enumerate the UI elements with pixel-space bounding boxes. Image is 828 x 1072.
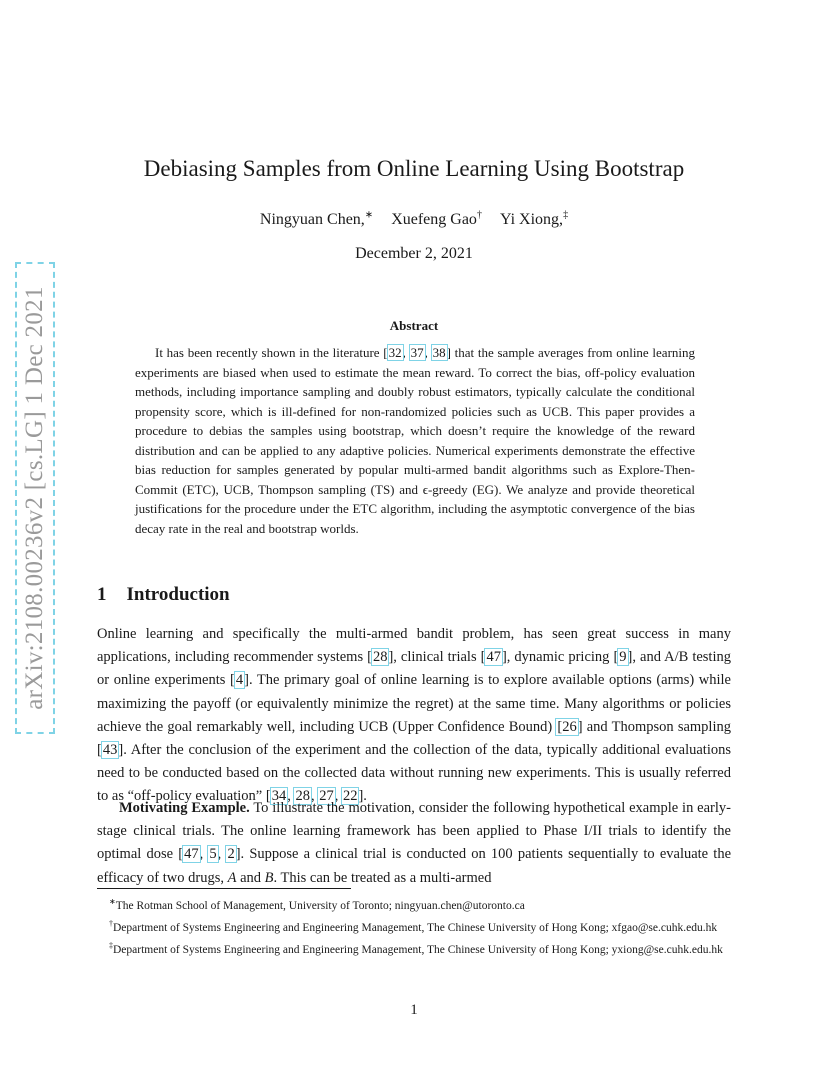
arxiv-identifier[interactable]: arXiv:2108.00236v2 [cs.LG] 1 Dec 2021 xyxy=(21,286,48,710)
citation-link[interactable]: 2 xyxy=(227,846,235,863)
citation-link[interactable]: 28 xyxy=(372,649,388,666)
citation-link[interactable]: 28 xyxy=(295,788,310,805)
author-list xyxy=(0,205,828,231)
author-2-mark: † xyxy=(476,210,482,221)
author-3-mark: ‡ xyxy=(563,210,569,221)
citation-link[interactable]: 5 xyxy=(209,846,217,863)
author-1: Ningyuan Chen,∗ xyxy=(259,210,374,229)
citation-link[interactable]: 47 xyxy=(184,846,199,863)
citation-link[interactable]: 22 xyxy=(342,788,358,805)
citation-link[interactable]: 4 xyxy=(235,672,244,689)
paragraph-lead: Motivating Example. xyxy=(119,800,250,816)
intro-paragraph-2: Motivating Example. To illustrate the motivation, consider the following hypothetical example in early-stage clinical trials. The online learning framework has been applied to Phase I/II trials to identify the optimal dose [47, 5, 2]. Suppose a clinical trial is conducted on 100 patients sequentially to evaluate the efficacy of two drugs, A and B. This can be treated as a multi-armed xyxy=(97,800,732,886)
citation-link[interactable]: 27 xyxy=(319,788,334,805)
footnotes xyxy=(97,893,731,958)
citation-link[interactable]: [26 xyxy=(557,718,577,735)
author-3: Yi Xiong,‡ xyxy=(499,210,569,229)
paper-date: December 2, 2021 xyxy=(355,245,473,262)
section-number: 1 xyxy=(97,584,107,605)
footnote-3: ‡Department of Systems Engineering and Engineering Management, The Chinese University of Hong Kong; yxiong@se.cuhk.edu.hk xyxy=(109,940,723,956)
page-number: 1 xyxy=(410,1002,418,1018)
footnote-2: †Department of Systems Engineering and Engineering Management, The Chinese University of Hong Kong; xfgao@se.cuhk.edu.hk xyxy=(109,918,718,934)
abstract-heading: Abstract xyxy=(389,318,439,333)
abstract-text: It has been recently shown in the literature [32, 37, 38] that the sample averages from online learning experiments are biased when used to estimate the mean reward. To correct the bias, off-policy evaluation methods, including importance sampling and doubly robust estimators, typically calculate the conditional propensity score, which is ill-defined for non-randomized policies such as UCB. This paper provides a procedure to debias the samples using bootstrap, which doesn’t require the knowledge of the reward distribution and can be applied to any adaptive policies. Numerical experiments demonstrate the effective bias reduction for samples generated by popular multi-armed bandit algorithms such as Explore-Then-Commit (ETC), UCB, Thompson sampling (TS) and ϵ-greedy (EG). We analyze and provide theoretical justifications for the procedure under the ETC algorithm, including the asymptotic convergence of the bias decay rate in the real and bootstrap worlds. xyxy=(135,345,696,536)
author-1-mark: ∗ xyxy=(364,210,374,221)
citation-link[interactable]: 32 xyxy=(388,345,402,360)
citation-link[interactable]: 9 xyxy=(619,649,627,666)
footnote-rule xyxy=(97,888,351,889)
citation-link[interactable]: 34 xyxy=(271,788,287,805)
author-2: Xuefeng Gao† xyxy=(391,210,482,229)
citation-link[interactable]: 37 xyxy=(410,345,424,360)
citation-link[interactable]: 38 xyxy=(432,345,446,360)
section-title: Introduction xyxy=(126,584,230,605)
intro-paragraph-1: Online learning and specifically the multi-armed bandit problem, has seen great success in many applications, including recommender systems [28], clinical trials [47], dynamic pricing [9], and A/B testing or online experiments [4]. The primary goal of online learning is to explore available options (arms) while maximizing the payoff (or equivalently minimize the regret) at the same time. Many algorithms or policies achieve the goal remarkably well, including UCB (Upper Confidence Bound) [26] and Thompson sampling [43]. After the conclusion of the experiment and the collection of the data, typically additional evaluations need to be conducted based on the collected data without running new experiments. This is usually referred to as “off-policy evaluation” [34, 28, 27, 22]. xyxy=(97,626,731,805)
citation-link[interactable]: 43 xyxy=(102,742,118,759)
section-heading xyxy=(97,582,230,608)
citation-link[interactable]: 47 xyxy=(486,649,501,666)
footnote-1: ∗The Rotman School of Management, University of Toronto; ningyuan.chen@utoronto.ca xyxy=(109,897,525,912)
paper-title: Debiasing Samples from Online Learning Using Bootstrap xyxy=(143,156,685,181)
